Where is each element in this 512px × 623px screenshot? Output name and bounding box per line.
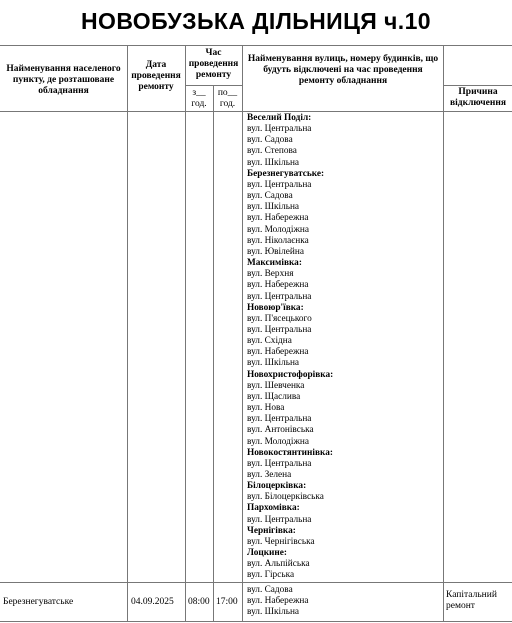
street-item: вул. Шкільна — [247, 202, 300, 213]
row2-streets — [247, 585, 308, 618]
row-separator — [0, 582, 512, 583]
street-item: вул. Набережна — [247, 213, 309, 224]
col-divider-5 — [443, 45, 444, 622]
street-item: вул. Центральна — [247, 514, 312, 525]
header-time-from: з__ год. — [191, 88, 207, 109]
header-time: Час проведення ремонту — [188, 48, 239, 80]
col-divider-4 — [242, 45, 243, 622]
street-item: вул. Садова — [247, 135, 293, 146]
street-item: вул. Набережна — [247, 596, 309, 607]
village-name: Веселий Поділ: — [247, 113, 312, 123]
street-item: вул. Верхня — [247, 269, 294, 280]
village-name: Новокостянтинівка: — [247, 447, 333, 458]
header-streets: Найменування вулиць, номеру будинків, що будуть відключені на час проведення ремонту обладнання — [247, 54, 439, 86]
street-item: вул. Набережна — [247, 347, 309, 358]
street-item: вул. Шкільна — [247, 157, 300, 168]
header-time-to: по__ год. — [217, 88, 238, 109]
table-bottom-border — [0, 621, 512, 622]
reason-header-border — [443, 85, 512, 86]
village-name: Максимівка: — [247, 258, 302, 269]
row2-date: 04.09.2025 — [131, 597, 174, 607]
col-divider-2 — [185, 45, 186, 622]
street-item: вул. Ніколаєнка — [247, 235, 309, 246]
table-top-border — [0, 45, 512, 46]
street-item: вул. Східна — [247, 336, 292, 347]
header-reason: Причина відключення — [450, 87, 506, 108]
street-item: вул. Центральна — [247, 324, 312, 335]
village-name: Новохристофорівка: — [247, 369, 334, 380]
page-title: НОВОБУЗЬКА ДІЛЬНИЦЯ ч.10 — [81, 8, 431, 34]
header-date: Дата проведення ремонту — [131, 60, 181, 92]
village-name: Пархомівка: — [247, 503, 300, 514]
street-item: вул. П'ясецького — [247, 313, 312, 324]
street-item: вул. Чернігівська — [247, 536, 315, 547]
col-divider-1 — [127, 45, 128, 622]
village-name: Березнегуватське: — [247, 168, 325, 179]
streets-list-block1 — [247, 113, 333, 582]
village-name: Лоцкине: — [247, 548, 287, 559]
street-item: вул. Центральна — [247, 458, 312, 469]
street-item: вул. Шкільна — [247, 358, 300, 369]
street-item: вул. Центральна — [247, 179, 312, 190]
village-name: Чернігівка: — [247, 525, 296, 536]
header-settlement: Найменування населеного пункту, де розташоване обладнання — [6, 64, 121, 96]
street-item: вул. Зелена — [247, 470, 292, 480]
street-item: вул. Молодіжна — [247, 436, 310, 447]
street-item: вул. Ювілейна — [247, 246, 304, 257]
col-divider-3 — [213, 85, 214, 622]
street-item: вул. Садова — [247, 585, 293, 595]
street-item: вул. Центральна — [247, 124, 312, 135]
street-item: вул. Білоцерківська — [247, 492, 324, 503]
street-item: вул. Набережна — [247, 280, 309, 291]
header-bottom-border — [0, 111, 512, 112]
street-item: вул. Садова — [247, 191, 293, 202]
street-item: вул. Щаслива — [247, 391, 301, 402]
street-item: вул. Степова — [247, 146, 297, 157]
street-item: вул. Гірська — [247, 570, 295, 581]
row2-settlement: Березнегуватське — [3, 597, 74, 607]
row2-time-from: 08:00 — [188, 597, 210, 607]
row2-reason: Капітальний ремонт — [446, 590, 497, 611]
street-item: вул. Шкільна — [247, 607, 300, 618]
village-name: Новоюр'ївка: — [247, 302, 304, 313]
street-item: вул. Антонівська — [247, 425, 314, 436]
street-item: вул. Молодіжна — [247, 224, 310, 235]
street-item: вул. Центральна — [247, 291, 312, 302]
street-item: вул. Центральна — [247, 414, 312, 425]
street-item: вул. Нова — [247, 403, 285, 414]
row2-time-to: 17:00 — [216, 597, 238, 607]
street-item: вул. Альпійська — [247, 559, 310, 570]
village-name: Білоцерківка: — [247, 481, 307, 492]
street-item: вул. Шевченка — [247, 380, 305, 391]
